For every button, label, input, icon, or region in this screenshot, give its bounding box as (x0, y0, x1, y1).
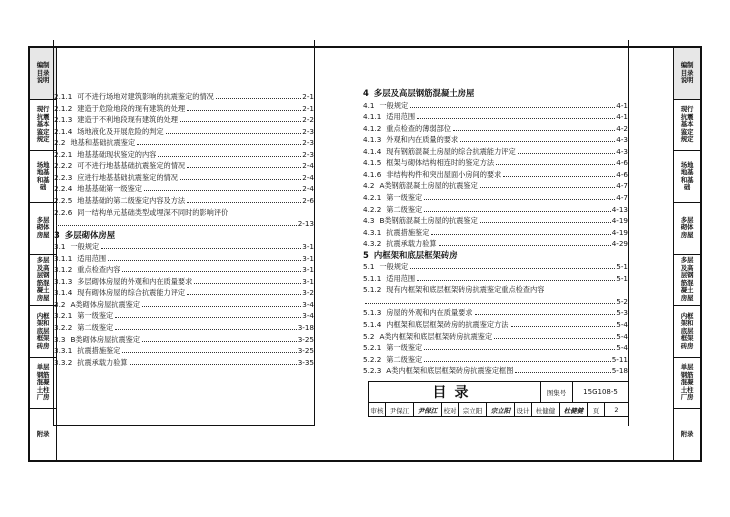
toc-entry-page: 3-4 (302, 299, 314, 309)
toc-entry-page: 3-1 (302, 253, 314, 263)
category-tab-label: 单层钢筋混凝土柱厂房 (36, 363, 50, 402)
toc-entry-number: 5.2.1 (363, 343, 382, 353)
toc-entry (363, 146, 628, 157)
category-tab-label: 多层砌体房屋 (680, 215, 694, 239)
toc-entry (54, 207, 314, 218)
toc-entry-number: 2.2.4 (54, 184, 73, 194)
toc-entry-title: 一般规定 (70, 242, 100, 252)
toc-chapter-heading (54, 230, 314, 241)
category-tab-label: 多层砌体房屋 (36, 215, 50, 239)
toc-entry (54, 91, 314, 102)
toc-entry (363, 157, 628, 168)
toc-entry-page: 4-6 (616, 169, 628, 179)
toc-entry-page: 3-1 (302, 265, 314, 275)
toc-entry-title: 应进行地基基础抗震鉴定的情况 (77, 172, 178, 182)
design-name: 杜健健 (532, 403, 560, 417)
toc-entry (54, 264, 314, 275)
toc-entry-title: A类钢筋混凝土房屋的抗震鉴定 (379, 181, 478, 191)
toc-entry-number: 2.2.5 (54, 195, 73, 205)
toc-entry (363, 123, 628, 134)
title-block-title: 目录 (369, 382, 541, 403)
toc-entry-page: 5-1 (616, 273, 628, 283)
toc-entry-title: 外观和内在质量的要求 (386, 135, 459, 145)
toc-entry-number: 3.2 (54, 299, 66, 309)
toc-entry (363, 296, 628, 307)
toc-left-column (53, 40, 315, 426)
toc-entry-number: 5.1 (363, 262, 375, 272)
toc-entry-page: 4-1 (616, 100, 628, 110)
toc-entry-number: 4.1.5 (363, 158, 382, 168)
toc-entry-leader (180, 172, 301, 180)
toc-entry-leader (475, 307, 616, 315)
toc-entry-leader (503, 169, 615, 177)
toc-entry-page: 2-4 (302, 161, 314, 171)
toc-entry-page: 4-13 (611, 204, 628, 214)
category-tab (674, 409, 700, 460)
toc-entry-title: 抗震承载力验算 (77, 357, 128, 367)
toc-entry-title: 重点检查的薄弱部位 (386, 123, 451, 133)
toc-entry-title: 适用范围 (77, 253, 107, 263)
category-tab-label: 现行抗震基本鉴定规定 (680, 105, 694, 144)
toc-entry-leader (187, 195, 301, 203)
toc-entry-page: 2-1 (302, 92, 314, 101)
toc-entry (54, 195, 314, 206)
toc-entry (363, 261, 628, 272)
toc-entry-page: 2-4 (302, 172, 314, 182)
toc-entry-title: 可不进行场地对建筑影响的抗震鉴定的情况 (77, 92, 214, 101)
toc-entry-page: 5-4 (616, 331, 628, 341)
toc-entry-leader (122, 345, 296, 353)
category-tab (674, 306, 700, 358)
toc-entry-leader (410, 261, 615, 269)
toc-entry (54, 149, 314, 160)
toc-entry-title: 框架与砌体结构相连时的鉴定方法 (386, 158, 495, 168)
toc-entry-title: A类内框架和底层框架砖房抗震鉴定 (379, 331, 493, 341)
category-tab (674, 100, 700, 152)
toc-entry (363, 331, 628, 342)
toc-entry-title: 建造于不利地段现有建筑的处理 (77, 115, 178, 125)
toc-entry (54, 310, 314, 321)
toc-entry-title: A类内框架和底层框架砖房抗震鉴定框图 (386, 366, 514, 376)
toc-entry-number: 5.1.3 (363, 308, 382, 318)
toc-entry-leader (480, 215, 611, 223)
toc-entry-number: 3 (54, 229, 60, 240)
toc-entry (54, 357, 314, 368)
toc-entry (54, 276, 314, 287)
toc-entry-leader (180, 114, 301, 122)
toc-entry-number: 2.1.2 (54, 103, 73, 113)
toc-entry-title: 场地液化及开展危险的判定 (77, 126, 164, 136)
toc-entry (54, 345, 314, 356)
toc-entry (54, 287, 314, 298)
toc-entry-number: 3.1.3 (54, 276, 73, 286)
toc-entry-title: 重点检查内容 (77, 265, 121, 275)
toc-entry-title: 第二级鉴定 (386, 204, 423, 214)
atlas-number-label: 图集号 (541, 382, 573, 403)
toc-entry-leader (130, 357, 297, 365)
toc-entry-title: 现有钢筋混凝土房屋的综合抗震能力评定 (386, 146, 516, 156)
toc-entry-number: 3.1 (54, 242, 66, 252)
toc-entry-title: 多层砌体房屋的外观和内在质量要求 (77, 276, 193, 286)
toc-entry-page: 3-4 (302, 311, 314, 321)
toc-entry-leader (137, 137, 301, 145)
toc-entry (54, 253, 314, 264)
toc-entry (363, 319, 628, 330)
toc-entry (54, 103, 314, 114)
category-tab-label: 编制目录说明 (680, 61, 694, 85)
toc-entry-page: 5-18 (611, 366, 628, 376)
toc-entry-page: 4-7 (616, 192, 628, 202)
toc-chapter-heading (363, 88, 628, 99)
toc-entry-number: 3.1.1 (54, 253, 73, 263)
review-label: 审核 (369, 403, 386, 417)
category-tab-label: 单层钢筋混凝土柱厂房 (680, 363, 694, 402)
toc-entry-leader (424, 354, 610, 362)
toc-entry-page: 4-19 (611, 216, 628, 226)
toc-entry-leader (158, 149, 301, 157)
category-tab (674, 358, 700, 410)
review-signature: 尹保江 (414, 403, 442, 417)
toc-entry-leader (142, 299, 301, 307)
toc-entry-page: 2-4 (302, 184, 314, 194)
toc-entry-leader (515, 365, 610, 373)
toc-entry-number: 5.1.2 (363, 285, 382, 295)
toc-entry-number: 4.2 (363, 181, 375, 191)
toc-entry-leader (417, 111, 615, 119)
toc-entry (54, 160, 314, 171)
category-tab-label: 场地地基和基础 (680, 160, 694, 192)
toc-entry (363, 307, 628, 318)
toc-entry-number: 4.3 (363, 216, 375, 226)
toc-entry-title: 一般规定 (379, 100, 409, 110)
toc-entry-leader (122, 264, 301, 272)
toc-entry-title: 现有砌体房屋的综合抗震能力评定 (77, 288, 186, 298)
check-label: 校对 (442, 403, 459, 417)
toc-entry-number: 4.1.3 (363, 135, 382, 145)
toc-entry (363, 192, 628, 203)
toc-entry-title: B类砌体房屋抗震鉴定 (70, 334, 141, 344)
toc-entry-leader (417, 273, 615, 281)
toc-entry-leader (439, 238, 611, 246)
toc-entry-title: 第一级鉴定 (386, 192, 423, 202)
toc-entry-leader (115, 322, 296, 330)
toc-entry-page: 2-3 (302, 149, 314, 159)
toc-entry-number: 4.1.1 (363, 112, 382, 122)
toc-entry-number: 5 (363, 249, 369, 260)
design-label: 设计 (515, 403, 532, 417)
toc-entry-page: 3-18 (297, 323, 314, 332)
toc-entry (54, 334, 314, 345)
right-category-tabs (673, 48, 700, 460)
toc-entry-title: 第一级鉴定 (77, 311, 114, 321)
category-tab-label: 多层及高层钢筋混凝土房屋 (36, 256, 50, 302)
toc-entry-page: 4-19 (611, 227, 628, 237)
toc-entry-number: 4.1.6 (363, 169, 382, 179)
toc-entry-title: 多层砌体房屋 (64, 229, 116, 240)
toc-entry-page: 3-1 (302, 276, 314, 286)
title-block (368, 381, 629, 417)
toc-entry-leader (424, 204, 610, 212)
toc-entry (54, 218, 314, 229)
toc-entry-title: 多层及高层钢筋混凝土房屋 (373, 88, 475, 98)
check-signature: 宗立阳 (487, 403, 515, 417)
toc-entry-number: 3.1.4 (54, 288, 73, 298)
category-tab-label: 附录 (36, 429, 50, 438)
toc-entry (54, 137, 314, 148)
toc-entry (54, 126, 314, 137)
toc-entry-number: 4.3.1 (363, 227, 382, 237)
toc-entry-leader (365, 296, 615, 304)
toc-entry (363, 284, 628, 295)
category-tab-label: 附录 (680, 429, 694, 438)
design-signature: 杜健健 (560, 403, 588, 417)
toc-entry-page: 2-6 (302, 195, 314, 205)
signature-row (369, 403, 628, 417)
check-name: 宗立阳 (459, 403, 487, 417)
category-tab (674, 255, 700, 307)
toc-entry-number: 4.1 (363, 100, 375, 110)
toc-entry-leader (546, 284, 627, 292)
toc-entry (363, 227, 628, 238)
toc-entry-page: 2-3 (302, 138, 314, 148)
toc-entry-page: 3-25 (297, 346, 314, 356)
toc-entry (363, 100, 628, 111)
toc-entry-page: 5-1 (616, 262, 628, 272)
toc-entry-number: 5.2.2 (363, 354, 382, 364)
toc-entry-title: 同一结构单元基础类型或埋深不同时的影响评价 (77, 207, 229, 217)
toc-entry-title: 内框架和底层框架砖房 (373, 249, 458, 260)
toc-right-column (363, 40, 629, 426)
toc-entry-leader (187, 160, 301, 168)
toc-entry-page: 2-1 (302, 103, 314, 113)
toc-entry-number: 4.1.4 (363, 146, 382, 156)
toc-entry-number: 4.2.2 (363, 204, 382, 214)
toc-entry-number: 2.1.1 (54, 92, 73, 101)
toc-entry-number: 2.1.4 (54, 126, 73, 136)
toc-entry-title: A类砌体房屋抗震鉴定 (70, 299, 141, 309)
toc-entry-leader (101, 241, 301, 249)
toc-entry-title: 抗震承载力验算 (386, 239, 437, 249)
toc-entry-page: 3-25 (297, 334, 314, 344)
toc-entry-number: 2.2.2 (54, 161, 73, 171)
toc-entry-leader (194, 276, 301, 284)
toc-entry-page: 5-4 (616, 320, 628, 329)
toc-entry-page: 5-2 (616, 296, 628, 306)
toc-entry-page: 4-1 (616, 112, 628, 122)
toc-entry-title: B类钢筋混凝土房屋的抗震鉴定 (379, 216, 478, 226)
toc-entry-title: 地基基础现状鉴定的内容 (77, 149, 157, 159)
toc-entry-number: 2.2.6 (54, 207, 73, 217)
toc-entry-page: 5-4 (616, 343, 628, 353)
toc-entry-number: 3.2.2 (54, 323, 73, 332)
toc-entry-title: 建造于危险地段的现有建筑的处理 (77, 103, 186, 113)
atlas-number: 15G108-5 (573, 382, 628, 403)
toc-entry (363, 169, 628, 180)
category-tab (674, 203, 700, 255)
toc-entry (54, 114, 314, 125)
toc-entry (54, 322, 314, 333)
toc-entry (54, 183, 314, 194)
toc-entry-page: 4-2 (616, 123, 628, 133)
category-tab (674, 48, 700, 100)
toc-entry-page: 3-1 (302, 242, 314, 252)
toc-entry-number: 5.2 (363, 331, 375, 341)
toc-entry-leader (518, 146, 616, 154)
toc-entry (54, 299, 314, 310)
toc-entry-leader (431, 227, 610, 235)
toc-entry-title: 第二级鉴定 (386, 354, 423, 364)
toc-entry-leader (494, 331, 615, 339)
toc-entry-leader (115, 310, 301, 318)
toc-entry-title: 第二级鉴定 (77, 323, 114, 332)
toc-entry-page: 2-3 (302, 126, 314, 136)
toc-entry-leader (117, 230, 313, 238)
toc-entry-page: 2-13 (297, 219, 314, 229)
toc-entry-number: 2.2 (54, 138, 66, 148)
toc-entry-page: 4-29 (611, 239, 628, 249)
toc-entry (363, 238, 628, 249)
toc-entry-leader (424, 342, 615, 350)
toc-entry-page: 4-3 (616, 146, 628, 156)
toc-entry-number: 2.2.1 (54, 149, 73, 159)
toc-entry-leader (453, 123, 615, 131)
toc-entry-number: 4.3.2 (363, 239, 382, 249)
toc-entry (363, 180, 628, 191)
toc-entry-leader (144, 183, 301, 191)
toc-entry-page: 3-2 (302, 288, 314, 298)
toc-entry-title: 抗震措施鉴定 (386, 227, 430, 237)
toc-entry-leader (187, 103, 301, 111)
toc-entry (54, 241, 314, 252)
category-tab-label: 现行抗震基本鉴定规定 (36, 105, 50, 144)
toc-entry-title: 地基基础的第二级鉴定内容及方法 (77, 195, 186, 205)
toc-entry-number: 3.3 (54, 334, 66, 344)
toc-entry-leader (410, 100, 615, 108)
toc-entry-leader (56, 218, 297, 226)
toc-entry-title: 第一级鉴定 (386, 343, 423, 353)
toc-entry-leader (424, 192, 615, 200)
toc-entry (363, 134, 628, 145)
toc-entry-title: 内框架和底层框架砖房的抗震鉴定方法 (386, 320, 509, 329)
category-tab-label: 内框架和底层框架砖房 (680, 311, 694, 350)
toc-entry-number: 3.1.2 (54, 265, 73, 275)
toc-entry-leader (216, 91, 301, 99)
toc-entry-number: 5.1.1 (363, 273, 382, 283)
toc-entry-leader (460, 134, 615, 142)
toc-entry-title: 房屋的外观和内在质量要求 (386, 308, 473, 318)
category-tab (674, 151, 700, 203)
toc-entry (363, 342, 628, 353)
toc-entry-number: 3.3.1 (54, 346, 73, 356)
category-tab-label: 编制目录说明 (36, 61, 50, 85)
toc-entry-title: 适用范围 (386, 112, 416, 122)
toc-entry-title: 一般规定 (379, 262, 409, 272)
toc-entry-title: 抗震措施鉴定 (77, 346, 121, 356)
toc-entry-leader (230, 207, 313, 215)
toc-entry-leader (476, 88, 627, 96)
category-tab-label: 多层及高层钢筋混凝土房屋 (680, 256, 694, 302)
toc-entry-title: 非结构构件和突出屋面小房间的要求 (386, 169, 502, 179)
toc-entry-leader (187, 287, 301, 295)
toc-entry-page: 4-7 (616, 181, 628, 191)
toc-entry-page: 4-6 (616, 158, 628, 168)
toc-entry-page: 2-2 (302, 115, 314, 125)
toc-entry-number: 4.1.2 (363, 123, 382, 133)
toc-entry (363, 273, 628, 284)
toc-entry-title: 地基和基础抗震鉴定 (70, 138, 136, 148)
toc-entry-page: 4-3 (616, 135, 628, 145)
toc-entry-page: 3-35 (297, 357, 314, 367)
toc-entry-title: 地基基础第一级鉴定 (77, 184, 142, 194)
toc-entry-leader (108, 253, 301, 261)
category-tab-label: 内框架和底层框架砖房 (36, 311, 50, 350)
toc-entry (363, 111, 628, 122)
toc-entry (363, 354, 628, 365)
toc-entry-leader (166, 126, 302, 134)
category-tab-label: 场地地基和基础 (36, 160, 50, 192)
toc-entry (363, 215, 628, 226)
toc-entry-number: 5.2.3 (363, 366, 382, 376)
toc-entry-number: 3.3.2 (54, 357, 73, 367)
toc-entry-leader (460, 250, 627, 258)
toc-entry (363, 204, 628, 215)
toc-entry-title: 可不进行地基基础抗震鉴定的情况 (77, 161, 186, 171)
toc-entry-number: 4 (363, 88, 369, 98)
toc-entry-number: 5.1.4 (363, 320, 382, 329)
toc-entry-leader (511, 319, 616, 327)
toc-entry-leader (496, 157, 615, 165)
toc-entry-title: 适用范围 (386, 273, 416, 283)
toc-entry-title: 现有内框架和底层框架砖房抗震鉴定重点检查内容 (386, 285, 545, 295)
toc-entry-leader (480, 180, 615, 188)
toc-entry-number: 2.2.3 (54, 172, 73, 182)
toc-entry (363, 365, 628, 376)
toc-entry-page: 5-11 (611, 354, 628, 364)
page-label: 页 (588, 403, 605, 417)
review-name: 尹保江 (386, 403, 414, 417)
toc-entry-number: 2.1.3 (54, 115, 73, 125)
toc-entry-number: 4.2.1 (363, 192, 382, 202)
toc-entry-page: 5-3 (616, 308, 628, 318)
toc-chapter-heading (363, 250, 628, 261)
toc-entry-number: 3.2.1 (54, 311, 73, 321)
toc-entry-leader (142, 334, 297, 342)
toc-entry (54, 172, 314, 183)
page-number: 2 (614, 406, 619, 414)
